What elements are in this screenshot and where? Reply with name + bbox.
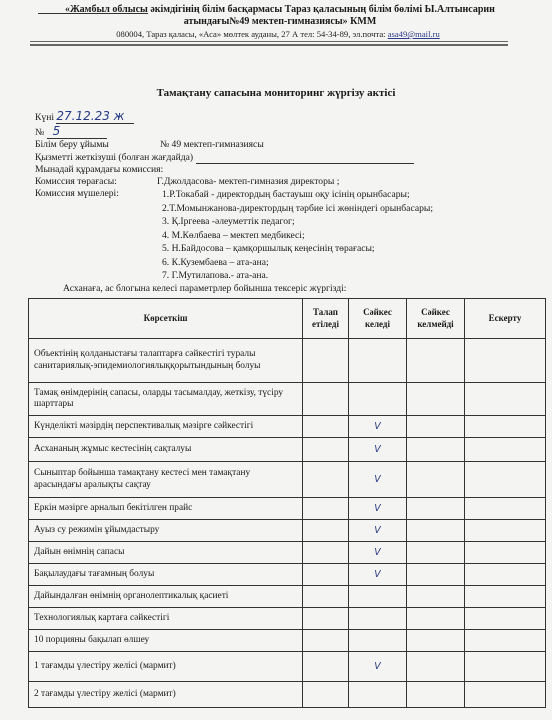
cell-matches: V [349,564,407,586]
row-label: Еркін мәзірге арналып бекітілген прайс [29,498,303,520]
cell-required [303,586,349,608]
cell-not-matches [407,498,465,520]
member-5: 5. Н.Байдосова – қамқоршылық кеңесінің төрағасы; [162,243,375,254]
cell-not-matches [407,564,465,586]
cell-required [303,652,349,682]
cell-note [465,682,546,708]
member-1: 1.Р.Токабай - директордың бастауыш оқу ісінің орынбасары; [162,189,410,200]
cell-note [465,520,546,542]
cell-not-matches [407,608,465,630]
row-label: Объектінің қолданыстағы талаптарға сәйкестігі туралы санитариялық-эпидемиологиялыққорытындының болуы [29,339,303,383]
member-4: 4. М.Көлбаева – мектеп медбикесі; [162,230,305,241]
cell-not-matches [407,630,465,652]
supplier-blank [196,152,414,164]
table-row [29,438,546,462]
cell-note [465,608,546,630]
cell-matches: V [349,542,407,564]
cell-not-matches [407,652,465,682]
row-label: Бақылаудағы тағамның болуы [29,564,303,586]
cell-required [303,564,349,586]
cell-note [465,438,546,462]
monitoring-table [28,298,546,708]
cell-note [465,630,546,652]
table-row [29,682,546,708]
row-label: Күнделікті мәзірдің перспективалық мәзірге сәйкестігі [29,416,303,438]
cell-not-matches [407,416,465,438]
row-label: Тамақ өнімдерінің сапасы, оларды тасымалдау, жеткізу, түсіру шарттары [29,383,303,416]
members-label: Комиссия мүшелері: [35,188,119,199]
cell-matches [349,608,407,630]
header-matches: Сәйкес келеді [349,299,407,339]
supplier-label: Қызметті жеткізуші (болған жағдайда) [35,152,194,163]
cell-required [303,630,349,652]
cell-required [303,498,349,520]
cell-note [465,462,546,498]
number-handwritten: 5 [52,124,61,138]
member-2: 2.Т.Момынжанова-директордың тәрбие ісі жөніндегі орынбасары; [162,203,433,214]
cell-note [465,564,546,586]
cell-matches [349,630,407,652]
address-text: 080004, Тараз қаласы, «Аса» мөлтек ауданы, 27 А тел: 54-34-89, эл.почта: [116,29,388,39]
header-not-matches: Сәйкес келмейді [407,299,465,339]
cell-not-matches [407,383,465,416]
table-row [29,586,546,608]
table-row [29,652,546,682]
document-title: Тамақтану сапасына мониторинг жүргізу актісі [156,87,396,99]
cell-not-matches [407,586,465,608]
cell-required [303,520,349,542]
table-row [29,630,546,652]
row-label: Сыныптар бойынша тамақтану кестесі мен тамақтану арасындағы аралықты сақтау [29,462,303,498]
table-row [29,383,546,416]
supplier-field [35,152,414,164]
cell-matches [349,682,407,708]
header-required: Талап етіледі [303,299,349,339]
cell-matches: V [349,462,407,498]
number-field [35,124,107,139]
table-row [29,564,546,586]
table-row [29,462,546,498]
cell-matches [349,383,407,416]
cell-not-matches [407,462,465,498]
cell-note [465,383,546,416]
table-row [29,542,546,564]
chair-label: Комиссия төрағасы: [35,176,117,187]
number-blank [47,124,107,139]
number-label: № [35,127,45,138]
table-row [29,498,546,520]
commission-intro: Мынадай құрамдағы комиссия: [35,164,164,175]
cell-required [303,438,349,462]
row-label: Технологиялық картаға сәйкестігі [29,608,303,630]
cell-matches: V [349,438,407,462]
cell-required [303,608,349,630]
cell-required [303,416,349,438]
cell-not-matches [407,339,465,383]
table-row [29,339,546,383]
cell-required [303,682,349,708]
date-field [35,109,134,124]
date-handwritten: 27.12.23 ж [56,109,125,123]
cell-note [465,339,546,383]
row-label: Асхананың жұмыс кестесінің сақталуы [29,438,303,462]
cell-matches: V [349,416,407,438]
table-row [29,416,546,438]
member-6: 6. К.Кузембаева – ата-ана; [162,257,269,268]
row-label: Дайындалған өнімнің органолептикалық қасиеті [29,586,303,608]
member-7: 7. Г.Мутилапова.- ата-ана. [162,270,269,281]
cell-note [465,652,546,682]
org-value: № 49 мектеп-гимназиясы [160,139,264,150]
header-indicator: Көрсеткіш [29,299,303,339]
cell-required [303,462,349,498]
cell-matches [349,586,407,608]
organization-header [30,4,530,28]
cell-not-matches [407,438,465,462]
cell-not-matches [407,682,465,708]
address-line [28,29,528,39]
row-label: 10 порцияны бақылап өлшеу [29,630,303,652]
cell-matches [349,339,407,383]
row-label: 1 тағамды үлестіру желісі (мармит) [29,652,303,682]
cell-note [465,416,546,438]
cell-required [303,542,349,564]
header-note: Ескерту [465,299,546,339]
row-label: 2 тағамды үлестіру желісі (мармит) [29,682,303,708]
table-row [29,608,546,630]
member-3: 3. Қ.Іргеева -әлеуметтік педагог; [162,216,295,227]
header-rule-bottom [30,44,508,46]
table-row [29,520,546,542]
date-blank [56,109,134,124]
cell-required [303,383,349,416]
org-label: Білім беру ұйымы [35,139,109,150]
cell-note [465,498,546,520]
cell-not-matches [407,542,465,564]
org-line-2: атындағы№49 мектеп-гимназиясы» КММ [183,16,377,27]
chair-value: Г.Джолдасова- мектеп-гимназия директоры ; [157,176,340,187]
cell-required [303,339,349,383]
email-link[interactable]: asa49@mail.ru [387,29,440,39]
cell-matches: V [349,520,407,542]
cell-note [465,542,546,564]
org-line-1: «Жамбыл облысы әкімдігінің білім басқармасы Тараз қаласының білім бөлімі Ы.Алтынсарин [65,4,495,15]
cell-matches: V [349,498,407,520]
header-rule-top [30,41,508,42]
check-intro: Асханаға, ас блогына келесі параметрлер бойынша тексеріс жүргізді: [63,283,347,294]
cell-matches: V [349,652,407,682]
row-label: Дайын өнімнің сапасы [29,542,303,564]
cell-note [465,586,546,608]
cell-not-matches [407,520,465,542]
date-label: Күні [35,112,54,123]
row-label: Ауыз су режимін ұйымдастыру [29,520,303,542]
table-header-row [29,299,546,339]
